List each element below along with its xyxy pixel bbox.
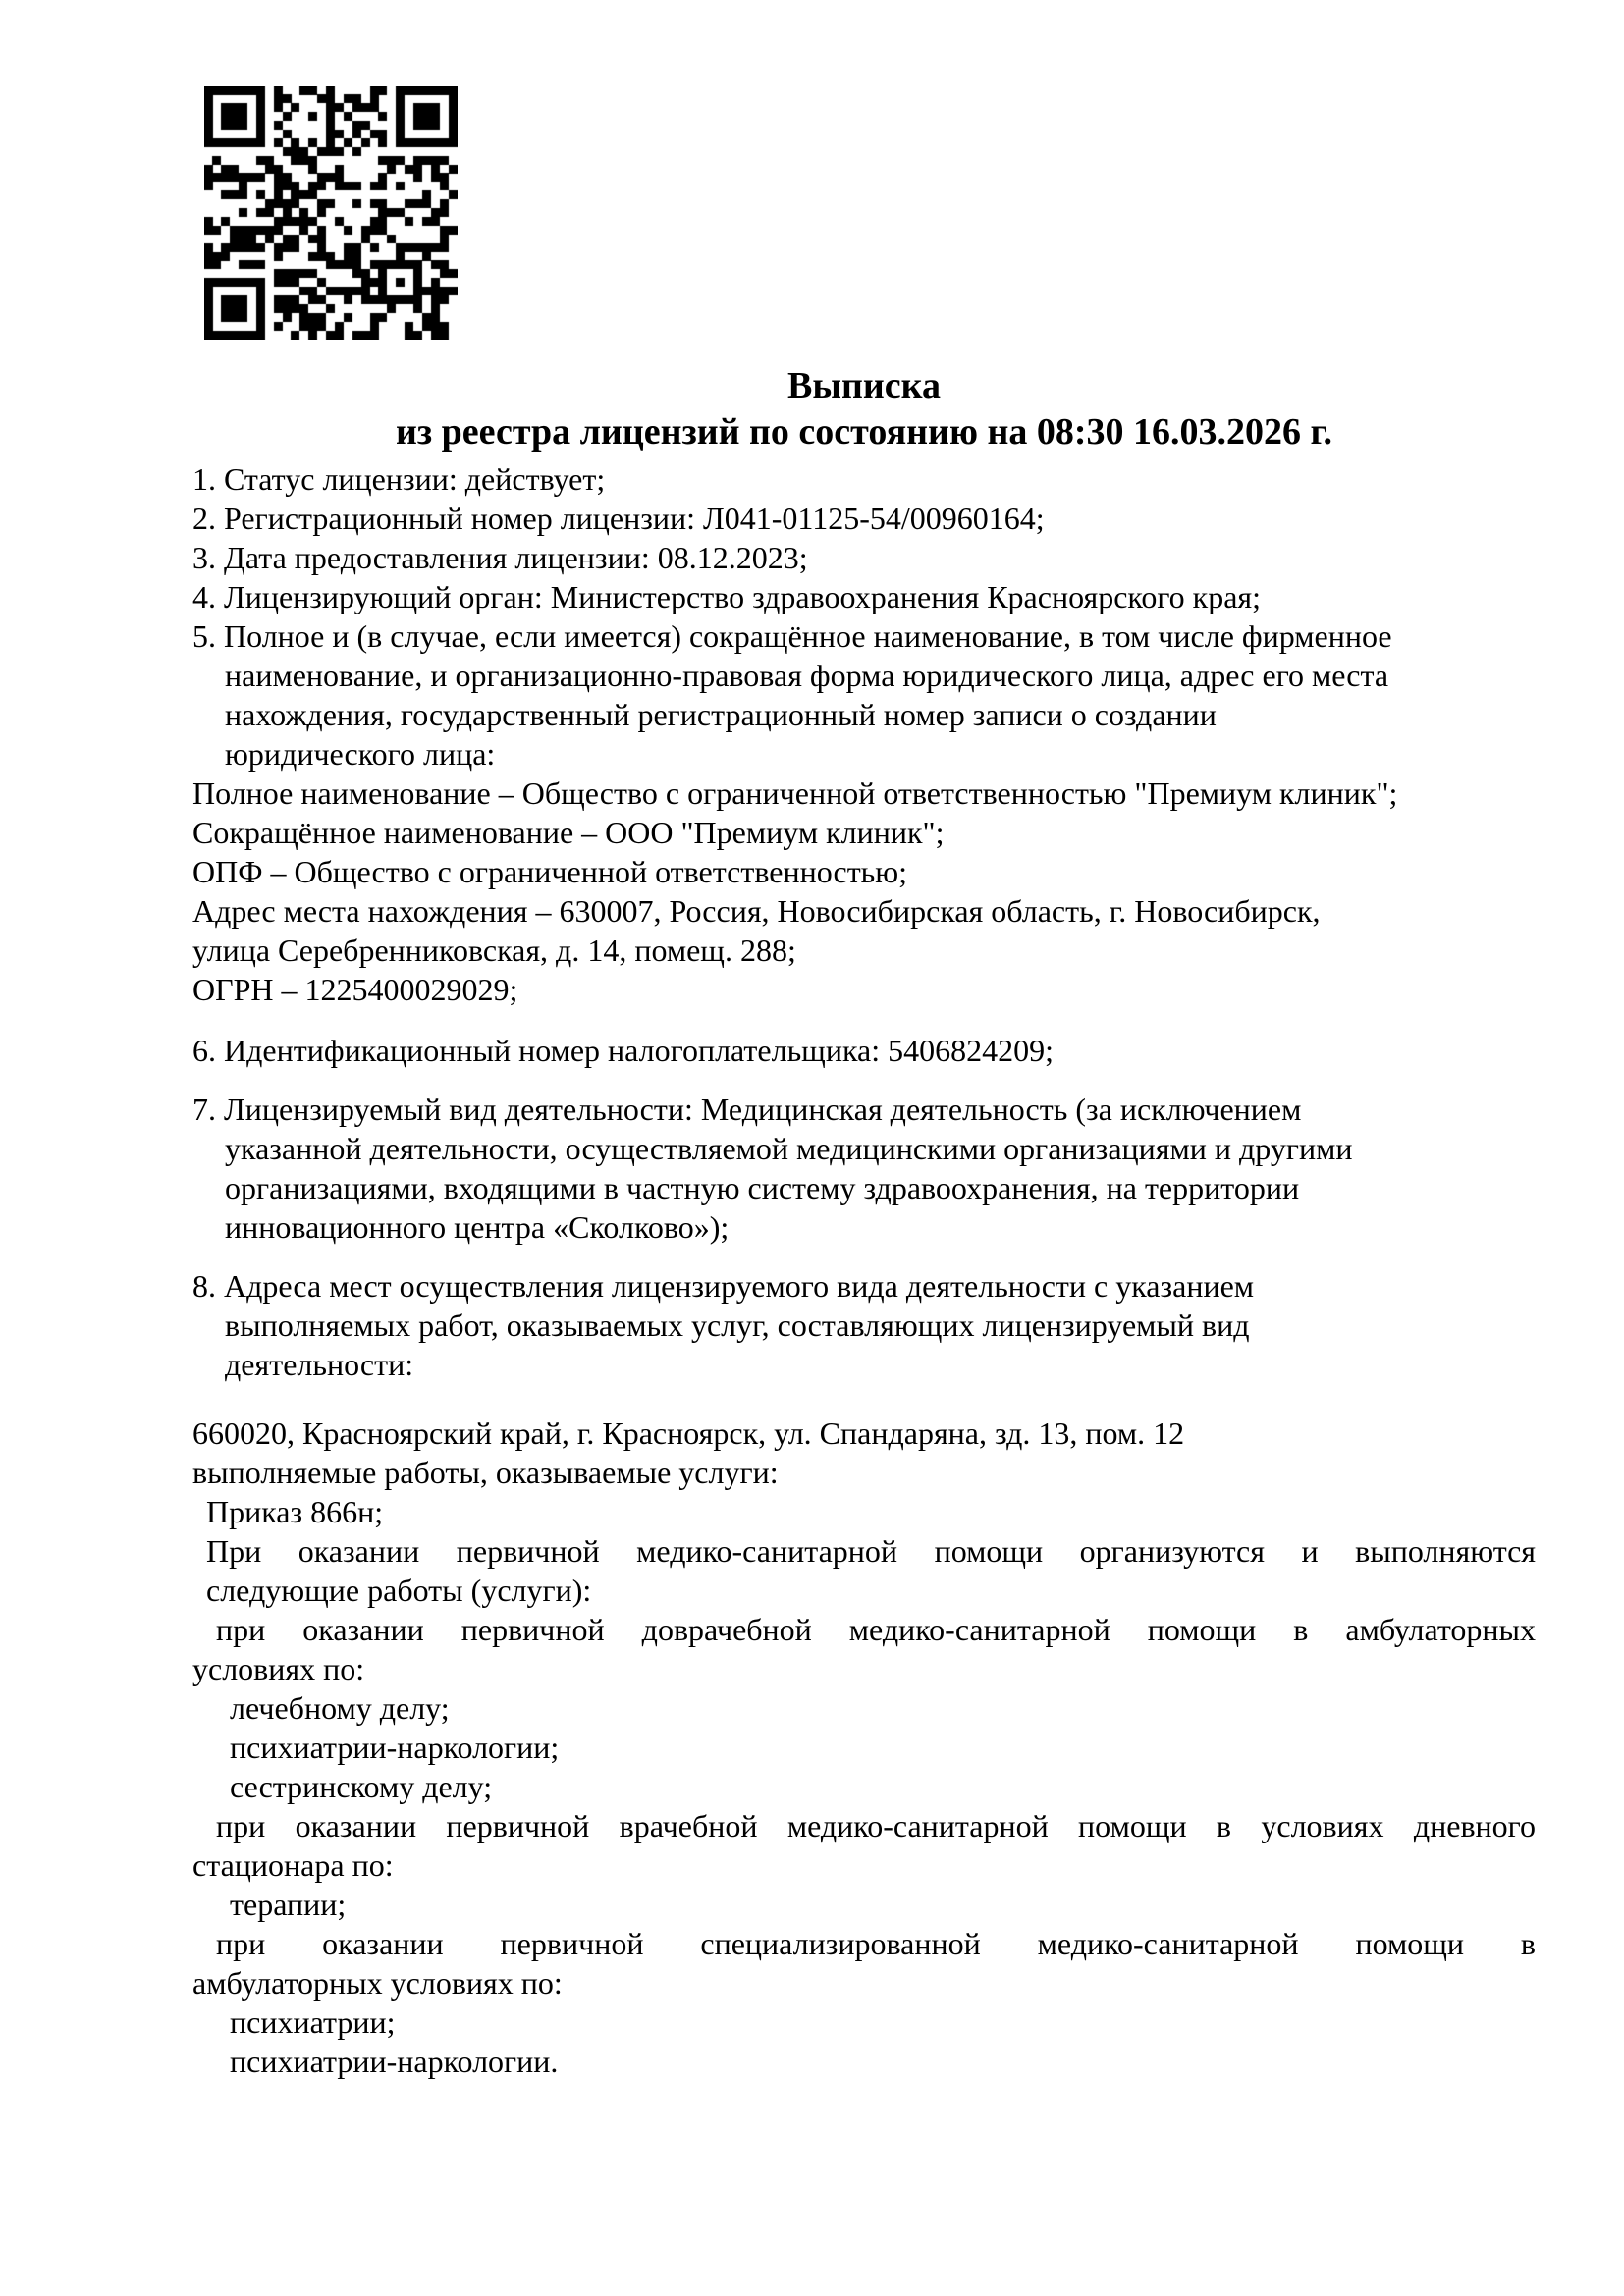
- doc-line: инновационного центра «Сколково»);: [225, 1209, 730, 1245]
- ogrn-line: ОГРН – 1225400029029;: [192, 972, 518, 1007]
- license-date-line: 3. Дата предоставления лицензии: 08.12.2023;: [192, 540, 808, 575]
- short-name-line: Сокращённое наименование – ООО "Премиум клиник";: [192, 815, 945, 850]
- doc-line: стационара по:: [192, 1847, 394, 1883]
- services-header-line: выполняемые работы, оказываемые услуги:: [192, 1455, 779, 1490]
- doc-line: при оказании первичной врачебной медико-санитарной помощи в условиях дневного: [216, 1808, 1536, 1843]
- document-text: [192, 459, 1536, 2081]
- service-item: лечебному делу;: [230, 1690, 450, 1726]
- page-title: Выписка: [787, 365, 941, 406]
- doc-line: амбулаторных условиях по:: [192, 1965, 563, 2001]
- doc-line: указанной деятельности, осуществляемой медицинскими организациями и другими: [225, 1131, 1353, 1166]
- doc-line: при оказании первичной специализированной медико-санитарной помощи в: [216, 1926, 1536, 1961]
- site-address-line: 660020, Красноярский край, г. Красноярск, ул. Спандаряна, зд. 13, пом. 12: [192, 1415, 1185, 1451]
- service-item: психиатрии-наркологии;: [230, 1730, 560, 1765]
- licensing-authority-line: 4. Лицензирующий орган: Министерство здравоохранения Красноярского края;: [192, 579, 1261, 614]
- org-name-clause-line: 5. Полное и (в случае, если имеется) сокращённое наименование, в том числе фирменное: [192, 618, 1392, 654]
- license-status-line: 1. Статус лицензии: действует;: [192, 461, 606, 497]
- service-item: сестринскому делу;: [230, 1769, 493, 1804]
- full-name-line: Полное наименование – Общество с ограниченной ответственностью "Премиум клиник";: [192, 775, 1398, 811]
- doc-line: деятельности:: [225, 1347, 414, 1382]
- doc-line: следующие работы (услуги):: [206, 1573, 592, 1608]
- activity-type-line: 7. Лицензируемый вид деятельности: Медицинская деятельность (за исключением: [192, 1092, 1302, 1127]
- legal-address-line: Адрес места нахождения – 630007, Россия, Новосибирская область, г. Новосибирск,: [192, 893, 1321, 929]
- page-subtitle: из реестра лицензий по состоянию на 08:30 16.03.2026 г.: [395, 411, 1333, 453]
- activity-addresses-line: 8. Адреса мест осуществления лицензируемого вида деятельности с указанием: [192, 1268, 1255, 1304]
- legal-form-line: ОПФ – Общество с ограниченной ответственностью;: [192, 854, 908, 889]
- doc-line: выполняемых работ, оказываемых услуг, составляющих лицензируемый вид: [225, 1308, 1250, 1343]
- service-item: психиатрии-наркологии.: [230, 2044, 559, 2079]
- qr-code-icon: [204, 86, 458, 340]
- doc-line: организациями, входящими в частную систему здравоохранения, на территории: [225, 1170, 1300, 1205]
- license-number-line: 2. Регистрационный номер лицензии: Л041-01125-54/00960164;: [192, 501, 1045, 536]
- doc-line: условиях по:: [192, 1651, 365, 1686]
- doc-line: при оказании первичной доврачебной медико-санитарной помощи в амбулаторных: [216, 1612, 1536, 1647]
- doc-line: юридического лица:: [225, 736, 496, 772]
- doc-line: нахождения, государственный регистрационный номер записи о создании: [225, 697, 1217, 732]
- doc-line: наименование, и организационно-правовая форма юридического лица, адрес его места: [225, 658, 1389, 693]
- doc-line: улица Серебренниковская, д. 14, помещ. 288;: [192, 933, 796, 968]
- service-item: психиатрии;: [230, 2004, 396, 2040]
- inn-line: 6. Идентификационный номер налогоплательщика: 5406824209;: [192, 1033, 1054, 1068]
- doc-line: При оказании первичной медико-санитарной помощи организуются и выполняются: [206, 1533, 1536, 1569]
- order-866n-line: Приказ 866н;: [206, 1494, 384, 1529]
- service-item: терапии;: [230, 1887, 347, 1922]
- document-body: [192, 363, 1536, 2081]
